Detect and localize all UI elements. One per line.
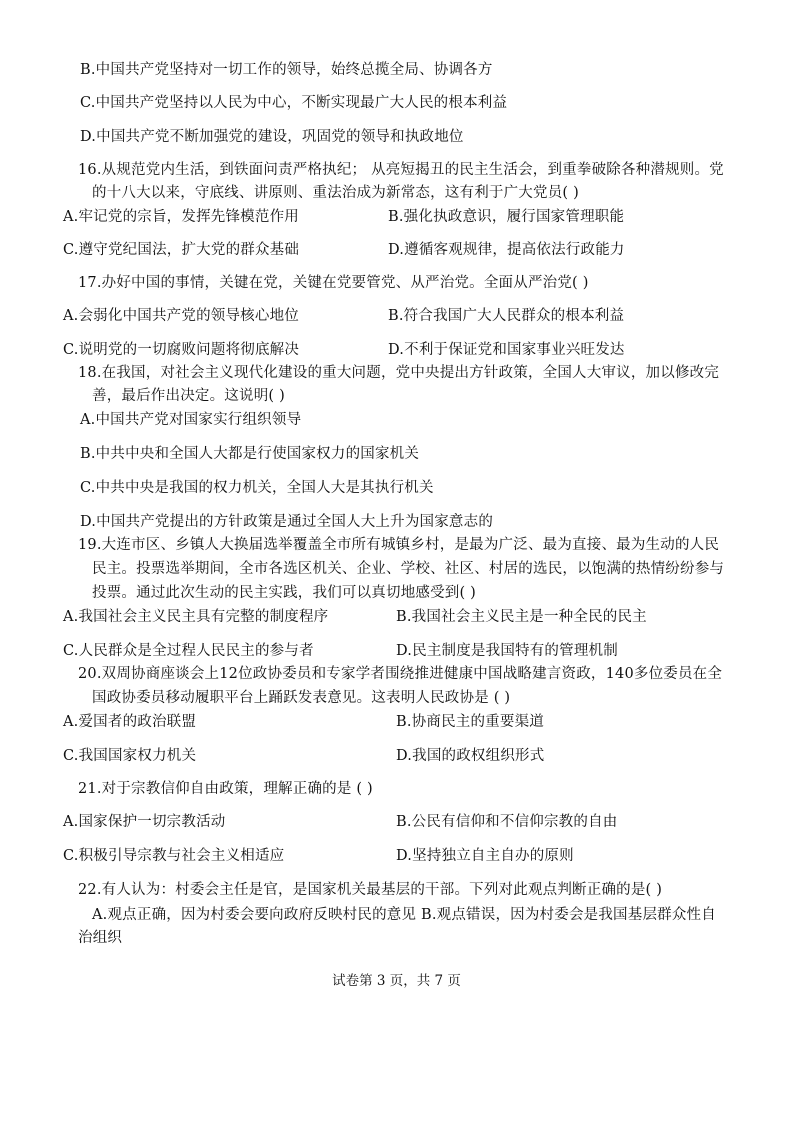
q19-stem-line2: 民主。投票选举期间，全市各选区机关、企业、学校、社区、村居的选民，以饱满的热情纷纷参与 [92,561,725,577]
q21-option-c: C.积极引导宗教与社会主义相适应 [63,848,285,864]
q22-options-line2: 治组织 [78,930,123,946]
q19-option-b: B.我国社会主义民主是一种全民的民主 [396,609,647,625]
q20-stem-line1: 20.双周协商座谈会上12位政协委员和专家学者围绕推进健康中国战略建言资政，140多位委员在全 [78,666,723,682]
q16-option-c: C.遵守党纪国法，扩大党的群众基础 [63,242,300,258]
q16-option-d: D.遵循客观规律，提高依法行政能力 [388,242,625,258]
q16-stem-line1: 16.从规范党内生活，到铁面问责严格执纪； 从亮短揭丑的民主生活会，到重拳破除各种潜规则。党 [78,162,724,178]
q20-option-d: D.我国的政权组织形式 [396,748,545,764]
q21-option-d: D.坚持独立自主自办的原则 [396,848,574,864]
q21-option-b: B.公民有信仰和不信仰宗教的自由 [396,814,618,830]
q18-stem-line1: 18.在我国，对社会主义现代化建设的重大问题，党中央提出方针政策，全国人大审议，加以修改完 [78,365,720,381]
q19-option-c: C.人民群众是全过程人民民主的参与者 [63,643,314,659]
q15-option-c: C.中国共产党坚持以人民为中心，不断实现最广大人民的根本利益 [80,95,508,111]
q16-option-a: A.牢记党的宗旨，发挥先锋模范作用 [63,209,299,225]
q18-stem-line2: 善，最后作出决定。这说明( ) [92,388,285,404]
q21-stem: 21.对于宗教信仰自由政策，理解正确的是 ( ) [78,781,373,797]
q16-option-b: B.强化执政意识，履行国家管理职能 [388,209,625,225]
q22-stem: 22.有人认为：村委会主任是官，是国家机关最基层的干部。下列对此观点判断正确的是( ) [78,882,663,898]
q20-option-c: C.我国国家权力机关 [63,748,197,764]
q19-option-a: A.我国社会主义民主具有完整的制度程序 [63,609,329,625]
q17-option-c: C.说明党的一切腐败问题将彻底解决 [63,342,300,358]
q17-option-d: D.不利于保证党和国家事业兴旺发达 [388,342,625,358]
q17-stem: 17.办好中国的事情，关键在党，关键在党要管党、从严治党。全面从严治党( ) [78,275,589,291]
q17-option-b: B.符合我国广大人民群众的根本利益 [388,308,625,324]
q19-stem-line1: 19.大连市区、乡镇人大换届选举覆盖全市所有城镇乡村，是最为广泛、最为直接、最为生动的人民 [78,537,720,553]
q15-option-d: D.中国共产党不断加强党的建设，巩固党的领导和执政地位 [80,129,464,145]
q21-option-a: A.国家保护一切宗教活动 [63,814,226,830]
q20-option-a: A.爱国者的政治联盟 [63,714,197,730]
q16-stem-line2: 的十八大以来，守底线、讲原则、重法治成为新常态，这有利于广大党员( ) [92,185,579,201]
q18-option-b: B.中共中央和全国人大都是行使国家权力的国家机关 [80,446,420,462]
q18-option-d: D.中国共产党提出的方针政策是通过全国人大上升为国家意志的 [80,514,494,530]
q20-option-b: B.协商民主的重要渠道 [396,714,544,730]
q18-option-c: C.中共中央是我国的权力机关，全国人大是其执行机关 [80,480,434,496]
q17-option-a: A.会弱化中国共产党的领导核心地位 [63,308,299,324]
q20-stem-line2: 国政协委员移动履职平台上踊跃发表意见。这表明人民政协是 ( ) [92,690,511,706]
q15-option-b: B.中国共产党坚持对一切工作的领导，始终总揽全局、协调各方 [80,62,493,78]
page-footer: 试卷第 3 页，共 7 页 [332,973,461,989]
q19-option-d: D.民主制度是我国特有的管理机制 [396,643,618,659]
q19-stem-line3: 投票。通过此次生动的民主实践，我们可以真切地感受到( ) [92,585,477,601]
q18-option-a: A.中国共产党对国家实行组织领导 [80,412,302,428]
q22-options-line1: A.观点正确，因为村委会要向政府反映村民的意见 B.观点错误，因为村委会是我国基层群众性自 [92,907,716,923]
